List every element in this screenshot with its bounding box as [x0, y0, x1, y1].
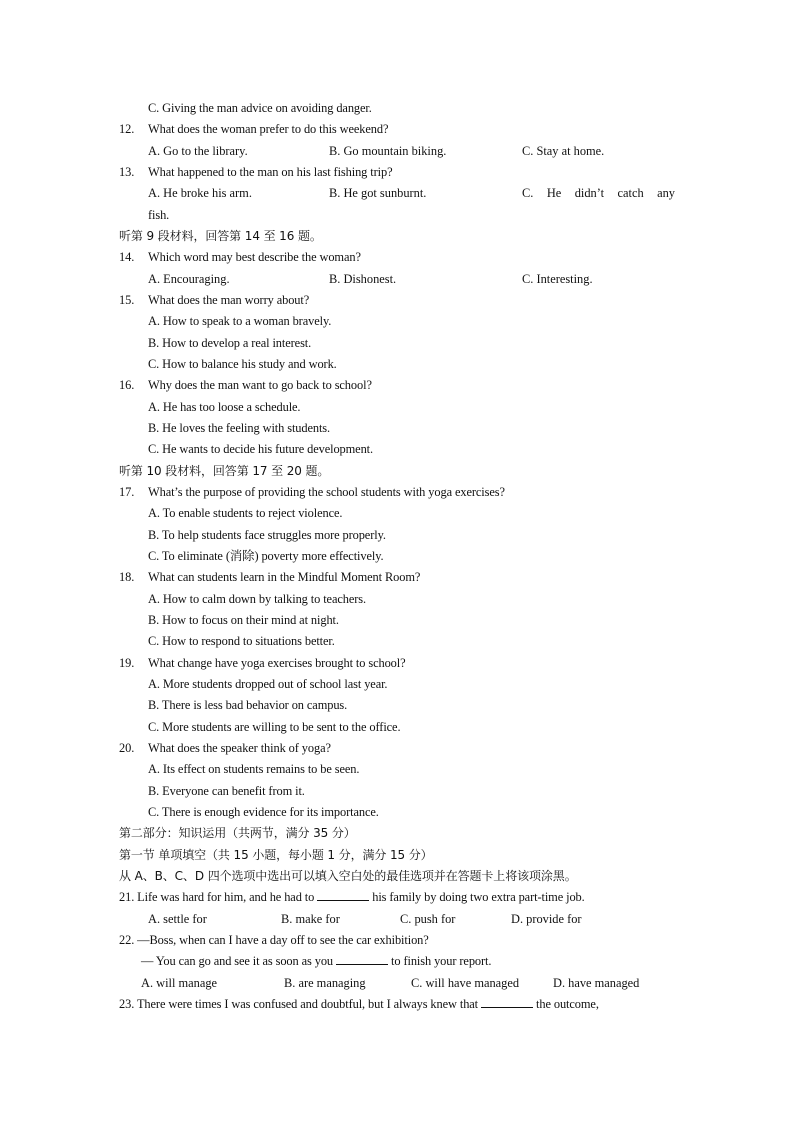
q17-option-a: A. To enable students to reject violence.	[148, 506, 343, 520]
q13-option-a: A. He broke his arm.	[148, 186, 252, 200]
q19-option-c: C. More students are willing to be sent to the office.	[148, 720, 401, 734]
q16-option-b: B. He loves the feeling with students.	[148, 421, 331, 435]
q12-option-b: B. Go mountain biking.	[329, 144, 447, 158]
q16-option-a: A. He has too loose a schedule.	[148, 400, 301, 414]
q22-stem: 22. —Boss, when can I have a day off to see the car exhibition?	[119, 933, 429, 947]
q21-option-b: B. make for	[281, 912, 340, 926]
q21-stem: 21. Life was hard for him, and he had to his family by doing two extra part-time job.	[119, 890, 585, 904]
q17-stem: 17. What’s the purpose of providing the school students with yoga exercises?	[119, 485, 505, 499]
q21-option-a: A. settle for	[148, 912, 207, 926]
section-9-heading: 听第 9 段材料，回答第 14 至 16 题。	[119, 229, 322, 243]
q19-option-a: A. More students dropped out of school last year.	[148, 677, 388, 691]
q14-stem: 14. Which word may best describe the woman?	[119, 250, 361, 264]
q20-option-c: C. There is enough evidence for its importance.	[148, 805, 379, 819]
part-2-heading: 第二部分：知识运用（共两节，满分 35 分）	[119, 826, 356, 840]
q20-stem: 20. What does the speaker think of yoga?	[119, 741, 331, 755]
answer-blank	[336, 953, 388, 965]
q12-option-a: A. Go to the library.	[148, 144, 248, 158]
q15-option-a: A. How to speak to a woman bravely.	[148, 314, 332, 328]
q12-option-c: C. Stay at home.	[522, 144, 605, 158]
q22-reply: — You can go and see it as soon as you to finish your report.	[141, 954, 492, 968]
q14-option-b: B. Dishonest.	[329, 272, 397, 286]
q20-option-a: A. Its effect on students remains to be seen.	[148, 762, 360, 776]
q14-option-a: A. Encouraging.	[148, 272, 230, 286]
q18-option-a: A. How to calm down by talking to teachers.	[148, 592, 366, 606]
q21-option-c: C. push for	[400, 912, 456, 926]
q19-stem: 19. What change have yoga exercises brought to school?	[119, 656, 406, 670]
q11-option-c: C. Giving the man advice on avoiding danger.	[148, 101, 372, 115]
q21-option-d: D. provide for	[511, 912, 582, 926]
q16-stem: 16. Why does the man want to go back to school?	[119, 378, 372, 392]
q22-option-d: D. have managed	[553, 976, 640, 990]
q17-option-c: C. To eliminate (消除) poverty more effectively.	[148, 549, 384, 563]
instructions: 从 A、B、C、D 四个选项中选出可以填入空白处的最佳选项并在答题卡上将该项涂黑。	[119, 869, 577, 883]
q15-stem: 15. What does the man worry about?	[119, 293, 310, 307]
q22-option-a: A. will manage	[141, 976, 218, 990]
answer-blank	[481, 996, 533, 1008]
q15-option-c: C. How to balance his study and work.	[148, 357, 337, 371]
q13-option-c-continued: fish.	[148, 208, 170, 222]
section-10-heading: 听第 10 段材料，回答第 17 至 20 题。	[119, 464, 330, 478]
q12-stem: 12. What does the woman prefer to do this weekend?	[119, 122, 389, 136]
q13-option-c: C. He didn’t catch any	[522, 186, 675, 200]
q22-option-c: C. will have managed	[411, 976, 520, 990]
q15-option-b: B. How to develop a real interest.	[148, 336, 312, 350]
q13-stem: 13. What happened to the man on his last fishing trip?	[119, 165, 393, 179]
q18-option-c: C. How to respond to situations better.	[148, 634, 335, 648]
q13-option-b: B. He got sunburnt.	[329, 186, 427, 200]
q20-option-b: B. Everyone can benefit from it.	[148, 784, 305, 798]
section-1-heading: 第一节 单项填空（共 15 小题，每小题 1 分，满分 15 分）	[119, 848, 433, 862]
q18-stem: 18. What can students learn in the Mindful Moment Room?	[119, 570, 421, 584]
q14-option-c: C. Interesting.	[522, 272, 593, 286]
q19-option-b: B. There is less bad behavior on campus.	[148, 698, 348, 712]
q23-stem: 23. There were times I was confused and doubtful, but I always knew that the outcome,	[119, 997, 599, 1011]
answer-blank	[317, 889, 369, 901]
q16-option-c: C. He wants to decide his future development.	[148, 442, 374, 456]
q22-option-b: B. are managing	[284, 976, 366, 990]
q17-option-b: B. To help students face struggles more properly.	[148, 528, 386, 542]
q18-option-b: B. How to focus on their mind at night.	[148, 613, 339, 627]
